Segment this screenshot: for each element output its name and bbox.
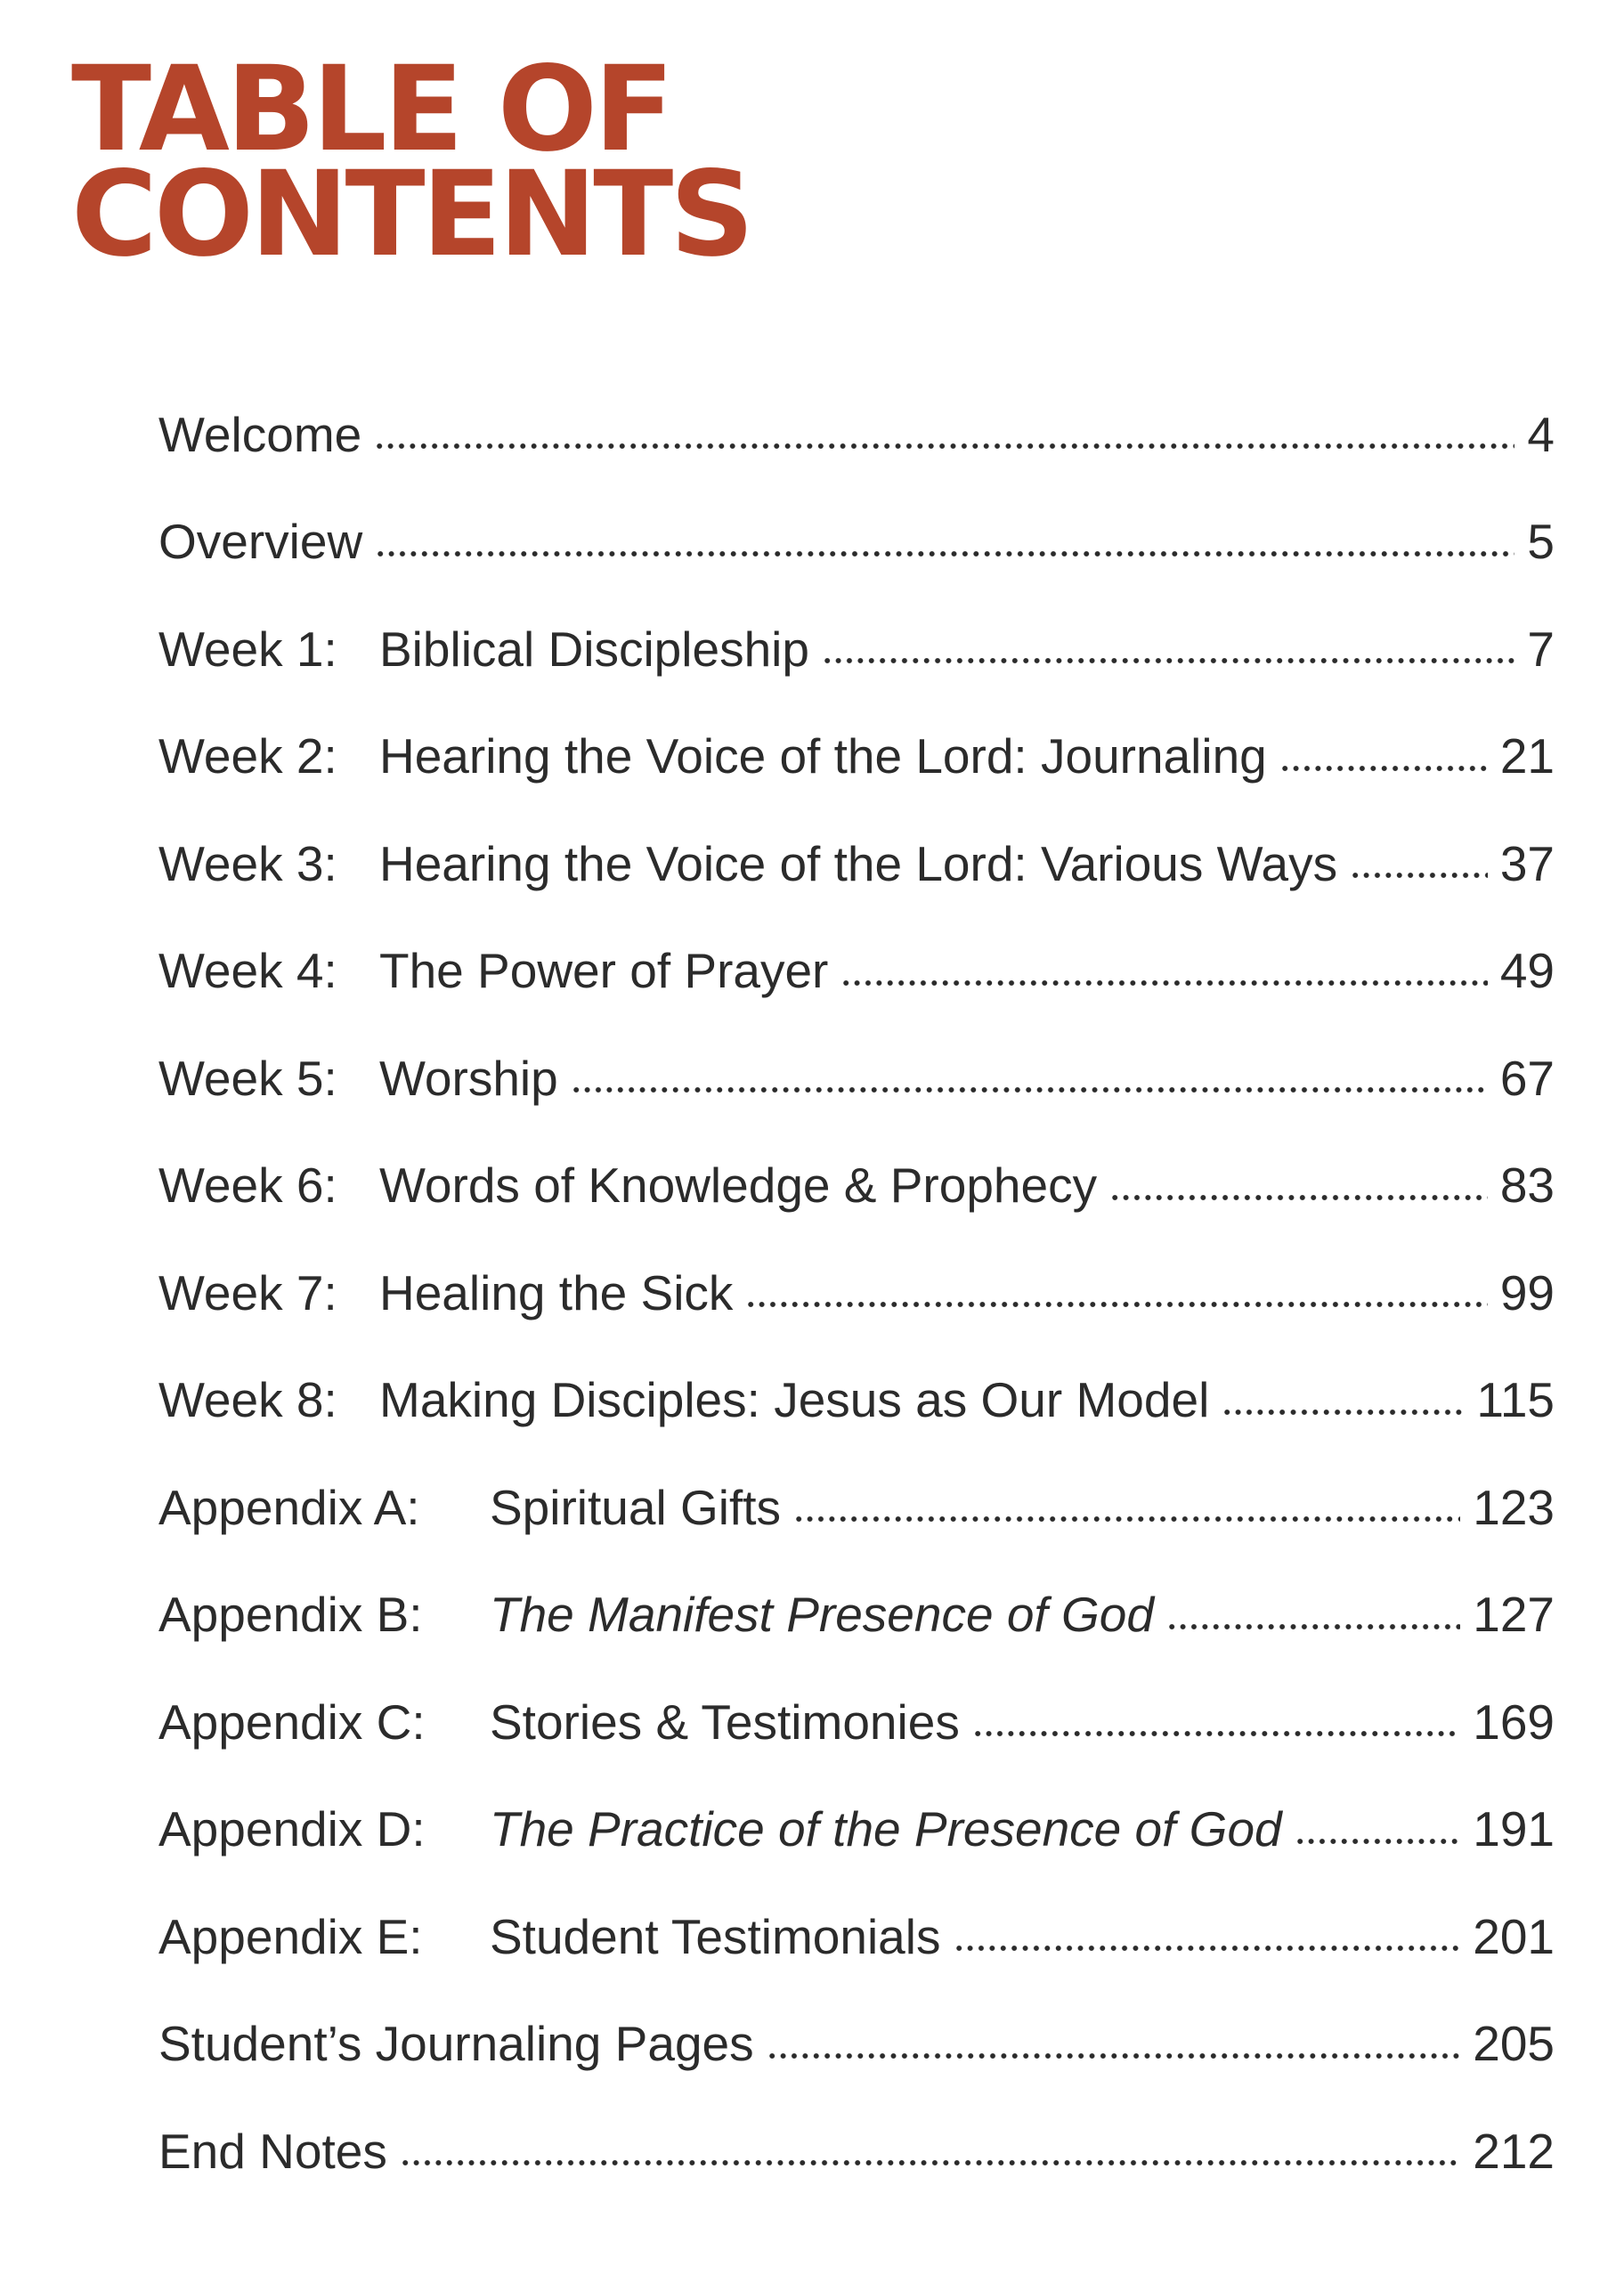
toc-label: Appendix A:: [158, 1479, 420, 1535]
toc-entry-week-2[interactable]: [158, 703, 1555, 811]
toc-entry-week-4[interactable]: [158, 918, 1555, 1026]
toc-title: Student Testimonials: [490, 1908, 941, 1964]
toc-entry-week-1[interactable]: [158, 596, 1555, 703]
toc-label: Week 6:: [158, 1158, 337, 1214]
toc-title: Hearing the Voice of the Lord: Various Ways: [379, 835, 1338, 891]
toc-title: Worship: [379, 1050, 558, 1106]
dot-leader: [822, 656, 1514, 665]
toc-page-number: 4: [1527, 406, 1555, 462]
dot-leader: [375, 549, 1514, 558]
toc-entry-appendix-a[interactable]: [158, 1454, 1555, 1562]
dot-leader: [767, 2051, 1461, 2060]
toc-label: Week 8:: [158, 1372, 337, 1428]
toc-entry-end-notes[interactable]: [158, 2098, 1555, 2206]
toc-entry-appendix-b[interactable]: [158, 1562, 1555, 1670]
page-title: [71, 41, 751, 283]
dot-leader: [571, 1085, 1488, 1094]
toc-title: The Power of Prayer: [379, 943, 829, 999]
toc-label: Week 4:: [158, 943, 337, 999]
toc-page-number: 7: [1527, 621, 1555, 677]
toc-entry-journaling-pages[interactable]: [158, 1991, 1555, 2099]
title-line-1: TABLE OF: [71, 41, 671, 178]
toc-title: Spiritual Gifts: [490, 1479, 782, 1535]
dot-leader: [1166, 1622, 1460, 1631]
toc-title: The Practice of the Presence of God: [490, 1801, 1282, 1857]
toc-label: Week 1:: [158, 621, 337, 677]
dot-leader: [1295, 1837, 1461, 1846]
toc-page-number: 205: [1473, 2016, 1555, 2072]
toc-title: Words of Knowledge & Prophecy: [379, 1158, 1098, 1214]
toc-entry-week-3[interactable]: [158, 810, 1555, 918]
toc-label: Week 5:: [158, 1050, 337, 1106]
toc-label: Week 7:: [158, 1264, 337, 1320]
toc-page-number: 115: [1476, 1372, 1555, 1428]
dot-leader: [374, 442, 1514, 451]
toc-title: Making Disciples: Jesus as Our Model: [379, 1372, 1210, 1428]
toc-page-number: 169: [1473, 1694, 1555, 1750]
toc-entry-week-6[interactable]: [158, 1133, 1555, 1240]
dot-leader: [954, 1944, 1461, 1953]
toc-page-number: 67: [1499, 1050, 1555, 1106]
toc-title: Biblical Discipleship: [379, 621, 809, 677]
title-line-2: CONTENTS: [71, 146, 751, 283]
table-of-contents: [158, 381, 1555, 2206]
toc-page-number: 201: [1473, 1908, 1555, 1964]
toc-page-number: 37: [1499, 835, 1555, 891]
dot-leader: [400, 2158, 1460, 2167]
toc-entry-week-7[interactable]: [158, 1239, 1555, 1347]
toc-entry-week-5[interactable]: [158, 1025, 1555, 1133]
toc-title: Stories & Testimonies: [490, 1694, 960, 1750]
dot-leader: [793, 1515, 1460, 1523]
toc-label: Appendix B:: [158, 1587, 423, 1643]
toc-label: Student’s Journaling Pages: [158, 2016, 754, 2072]
toc-label: Appendix E:: [158, 1908, 423, 1964]
dot-leader: [1350, 871, 1488, 880]
toc-label: End Notes: [158, 2123, 387, 2179]
toc-page-number: 99: [1499, 1264, 1555, 1320]
toc-page-number: 83: [1499, 1158, 1555, 1214]
toc-page-number: 127: [1473, 1587, 1555, 1643]
toc-entry-welcome[interactable]: [158, 381, 1555, 489]
dot-leader: [1222, 1408, 1464, 1417]
toc-entry-appendix-d[interactable]: [158, 1776, 1555, 1884]
toc-entry-week-8[interactable]: [158, 1347, 1555, 1455]
toc-page-number: 21: [1499, 728, 1555, 784]
toc-label: Overview: [158, 514, 363, 570]
toc-entry-appendix-e[interactable]: [158, 1883, 1555, 1991]
dot-leader: [1279, 764, 1488, 773]
toc-label: Week 2:: [158, 728, 337, 784]
toc-label: Appendix C:: [158, 1694, 426, 1750]
toc-title: The Manifest Presence of God: [490, 1587, 1154, 1643]
toc-page-number: 212: [1473, 2123, 1555, 2179]
toc-entry-overview[interactable]: [158, 489, 1555, 597]
dot-leader: [1109, 1193, 1488, 1202]
toc-page-number: 5: [1527, 514, 1555, 570]
toc-label: Appendix D:: [158, 1801, 426, 1857]
toc-label: Welcome: [158, 406, 362, 462]
toc-title: Healing the Sick: [379, 1264, 734, 1320]
toc-page-number: 49: [1499, 943, 1555, 999]
toc-label: Week 3:: [158, 835, 337, 891]
dot-leader: [745, 1300, 1487, 1309]
toc-entry-appendix-c[interactable]: [158, 1669, 1555, 1776]
toc-page-number: 123: [1473, 1479, 1555, 1535]
dot-leader: [972, 1729, 1460, 1738]
toc-page-number: 191: [1473, 1801, 1555, 1857]
dot-leader: [840, 979, 1487, 987]
toc-title: Hearing the Voice of the Lord: Journaling: [379, 728, 1267, 784]
